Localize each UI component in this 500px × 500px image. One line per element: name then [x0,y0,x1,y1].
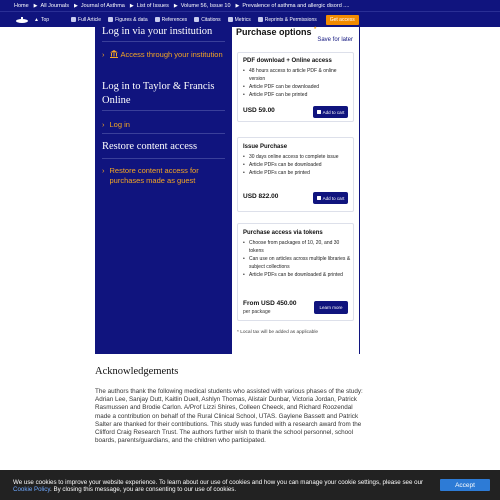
divider [102,158,225,159]
purchase-options-column [232,27,360,354]
tab-citations[interactable] [194,17,220,23]
tab-label: Reprints & Permissions [264,16,317,23]
cart-icon [317,196,321,200]
print-icon [258,17,263,22]
chevron-right-icon: ▶ [33,2,38,9]
tab-label: Figures & data [115,16,148,23]
feature-item: • Article PDFs can be printed [243,169,351,177]
cookie-text-end: . By closing this message, you are consenting to our use of cookies. [50,486,237,493]
chevron-right-icon: ▶ [129,2,134,9]
button-label: Add to cart [322,109,345,115]
card-features [243,153,351,177]
card-price: USD 822.00 [243,193,279,200]
divider [102,110,225,111]
purchase-options-title [236,27,316,37]
breadcrumb-journal[interactable]: Journal of Asthma [80,2,125,9]
arrow-up-icon: ▲ [34,16,39,23]
institution-heading: Log in via your institution [102,26,213,37]
tab-label: References [161,16,188,23]
card-title: Purchase access via tokens [243,230,323,236]
card-features [243,239,351,279]
login-link[interactable] [102,120,130,130]
per-package-label: per package [243,309,271,315]
card-title: PDF download + Online access [243,58,332,64]
acknowledgements-text: The authors thank the following medical students who assisted with various phases of the study: Adrian Lee, Sanjay Dutt, Kaitlin Duell, Ashlyn Thomas, Alistair Dunbar, Victoria Jordan, Patrick Rasmussen and Brodie Carlon. A/Prof Lizzi Shires, Colleen Cheeck, and Richard Roozendal made a contribution on behalf of the Rural Clinical School, UTAS. Gaylene Bassett and Patrick Salter are thanked for their contributions. This study was funded with a research award from the Clifford Craig Research Trust. The authors further wish to thank the school personnel, school boards, parents/guardians, and the children who participated. [95,388,363,445]
feature-item: • Article PDF can be downloaded [243,83,351,91]
chevron-right-icon: › [102,120,105,129]
bar-chart-icon [228,17,233,22]
cookie-policy-link[interactable]: Cookie Policy [13,486,51,493]
book-icon [155,17,160,22]
chevron-right-icon: ▶ [235,2,240,9]
restore-heading: Restore content access [102,141,198,152]
divider [102,41,225,42]
restore-access-link[interactable] [102,166,227,186]
top-link-label: Top [40,16,50,23]
purchase-title-text: Purchase options [236,27,312,37]
acknowledgements-heading: Acknowledgements [95,366,179,377]
institution-icon [110,50,118,58]
institution-link-text [110,50,223,60]
cookie-text: We use cookies to improve your website experience. To learn about our use of cookies and how you can manage your cookie settings, please see our [13,479,424,486]
tab-label: Citations [201,16,221,23]
feature-item: • 30 days online access to complete issue [243,153,351,161]
accept-cookies-button[interactable]: Accept [440,479,490,491]
cart-icon [317,110,321,114]
tab-figures-data[interactable] [108,17,148,23]
feature-item: • Choose from packages of 10, 20, and 30 tokens [243,239,351,255]
tab-reprints[interactable] [258,17,317,23]
chevron-right-icon: ▶ [73,2,78,9]
breadcrumb-volume[interactable]: Volume 56, Issue 10 [180,2,231,9]
tf-login-heading: Log in to Taylor & Francis Online [102,81,215,106]
card-title: Issue Purchase [243,144,288,150]
institution-link-label: Access through your institution [120,50,223,59]
add-to-cart-button[interactable] [313,106,348,118]
tab-label: Full Article [78,16,102,23]
feature-item: • Can use on articles across multiple libraries & subject collections [243,255,351,271]
top-link[interactable] [34,17,49,23]
asterisk: * [314,27,317,33]
chevron-right-icon: › [102,50,105,59]
cookie-banner [0,470,500,500]
quote-icon [194,17,199,22]
tax-note: * Local tax will be added as applicable [237,330,319,335]
feature-item: • Article PDF can be printed [243,91,351,99]
tab-label: Metrics [234,16,251,23]
feature-item: • Article PDFs can be downloaded [243,161,351,169]
publisher-logo-icon [15,16,29,24]
button-label: Learn more [319,305,343,310]
add-to-cart-button[interactable] [313,192,348,204]
learn-more-button[interactable] [314,301,348,314]
tab-metrics[interactable] [228,17,251,23]
chevron-right-icon: ▶ [173,2,178,9]
purchase-card-pdf [237,52,354,122]
restore-link-label: Restore content access for purchases made as guest [109,166,199,185]
document-icon [71,17,76,22]
breadcrumb-home[interactable]: Home [14,2,29,9]
purchase-card-tokens [237,223,354,321]
breadcrumb-article: Prevalence of asthma and allergic disord .... [242,2,350,9]
image-icon [108,17,113,22]
feature-item: • Article PDFs can be downloaded & printed [243,271,351,279]
chevron-right-icon: › [102,166,105,175]
card-price: From USD 450.00 [243,300,297,307]
breadcrumb-all-journals[interactable]: All Journals [40,2,69,9]
tab-full-article[interactable] [71,17,101,23]
feature-item: • 48 hours access to article PDF & online version [243,67,351,83]
get-access-button[interactable]: Get access [326,15,359,25]
card-price: USD 59.00 [243,107,275,114]
login-column [95,27,232,354]
breadcrumb [0,0,500,11]
article-toolbar [0,11,500,27]
divider [102,133,225,134]
cookie-message [13,479,433,493]
tab-references[interactable] [155,17,188,23]
institution-access-link[interactable] [102,50,227,60]
access-panel [95,27,360,354]
breadcrumb-list-of-issues[interactable]: List of Issues [136,2,169,9]
purchase-card-issue [237,137,354,212]
card-features [243,67,351,99]
save-for-later-link[interactable]: Save for later [317,37,353,43]
button-label: Add to cart [322,195,345,201]
login-link-label: Log in [109,120,130,129]
